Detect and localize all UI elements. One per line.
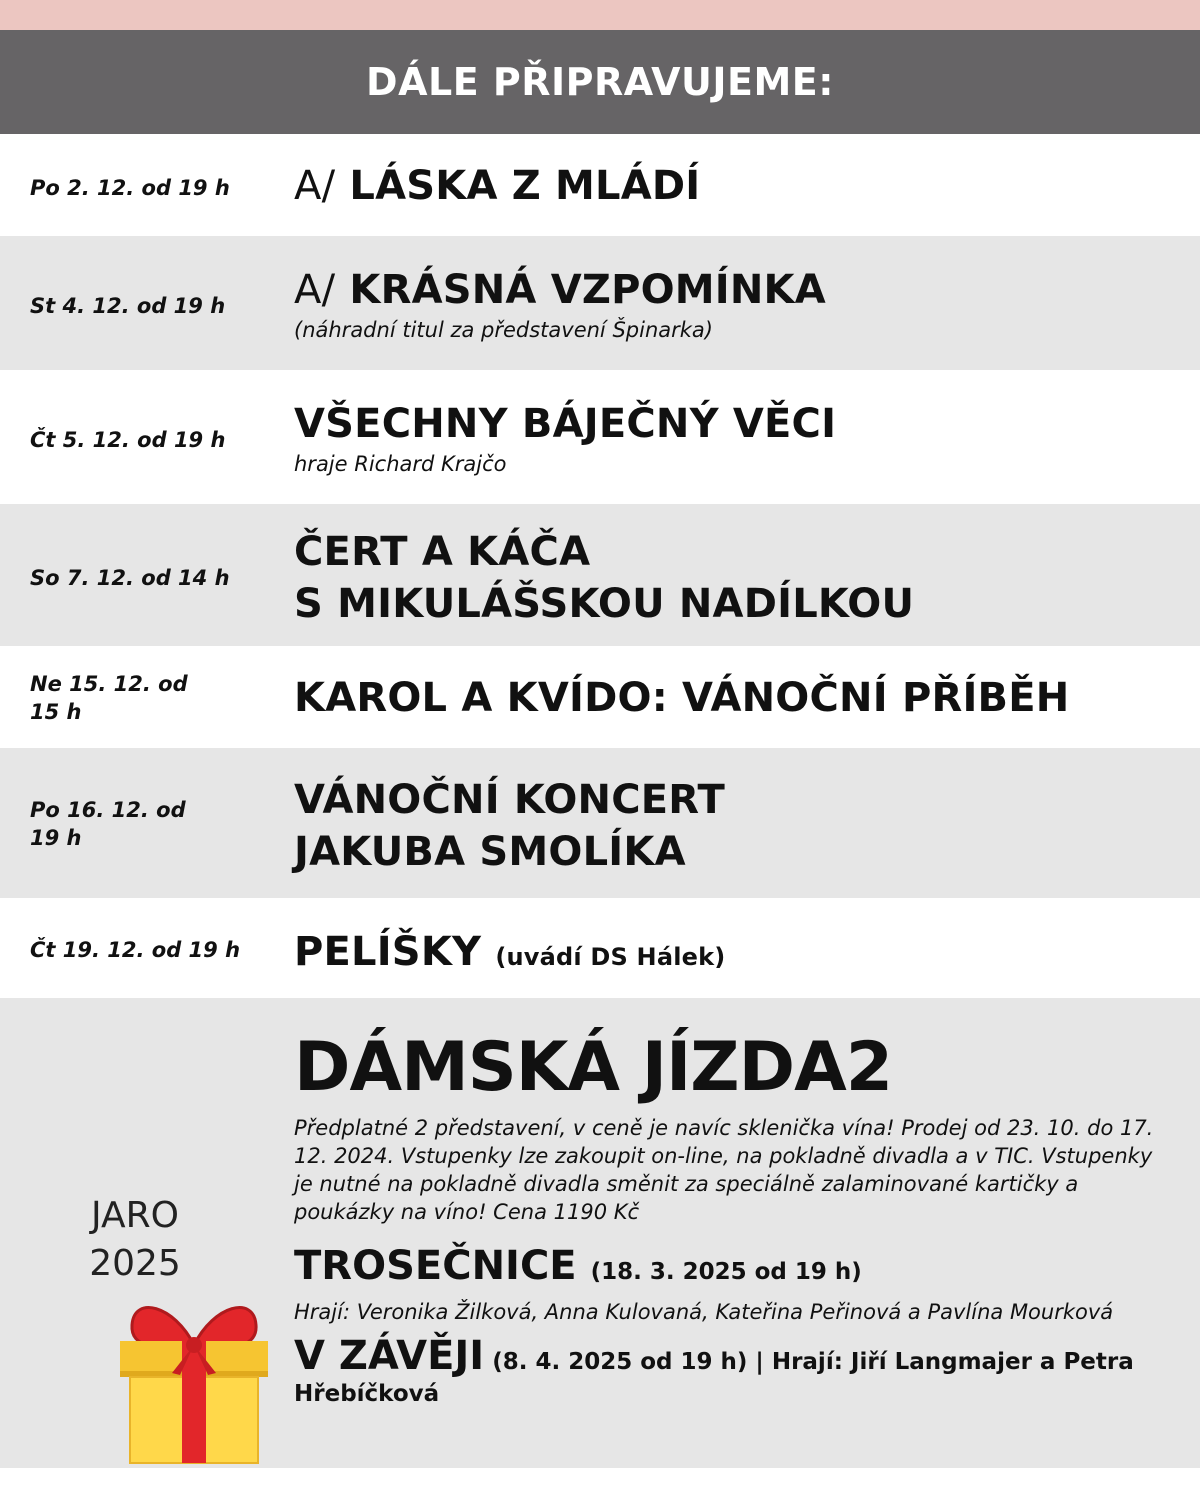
event-date: So 7. 12. od 14 h	[30, 566, 230, 590]
event-title: KAROL A KVÍDO: VÁNOČNÍ PŘÍBĚH	[294, 675, 1070, 721]
event-subtitle: hraje Richard Krajčo	[294, 452, 507, 476]
event-row	[0, 134, 1200, 236]
spring-description: Předplatné 2 představení, v ceně je navíc sklenička vína! Prodej od 23. 10. do 17. 12. 2024. Vstupenky lze zakoupit on-line, na pokladně divadla a v TIC. Vstupenky je nutné na pokladně divadla směnit za speciálně zalaminované kartičky a poukázky na víno! Cena 1190 Kč	[294, 1116, 1154, 1224]
event-row	[0, 504, 1200, 646]
event-date: Čt 19. 12. od 19 h	[30, 938, 241, 962]
event-title	[294, 926, 1174, 983]
show-title	[294, 1242, 1174, 1296]
event-subtitle: (náhradní titul za představení Špinarka)	[294, 318, 713, 342]
page-header	[0, 30, 1200, 134]
page-title: DÁLE PŘIPRAVUJEME:	[366, 60, 834, 104]
event-date-line-2: 15 h	[30, 700, 82, 724]
event-title	[294, 160, 1174, 212]
event-content	[294, 160, 1174, 212]
event-date-line-1: Ne 15. 12. od	[30, 672, 188, 696]
event-row	[0, 646, 1200, 748]
event-date-line-1: Po 16. 12. od	[30, 798, 186, 822]
event-title-line-1: VÁNOČNÍ KONCERT	[294, 777, 725, 823]
gift-box-icon	[114, 1295, 274, 1465]
spring-label-line-2: 2025	[89, 1243, 181, 1284]
event-content	[294, 264, 1174, 344]
show-note: (8. 4. 2025 od 19 h) | Hrají: Jiří Langmajer a Petra Hřebíčková	[294, 1349, 1134, 1407]
event-date	[30, 796, 260, 852]
event-title-text: KRÁSNÁ VZPOMÍNKA	[349, 267, 826, 313]
event-title: VŠECHNY BÁJEČNÝ VĚCI	[294, 401, 837, 447]
event-content	[294, 774, 1174, 878]
event-title-line-1: ČERT A KÁČA	[294, 529, 591, 575]
event-prefix: A/	[294, 267, 336, 313]
event-row	[0, 748, 1200, 898]
event-title-line-2: S MIKULÁŠSKOU NADÍLKOU	[294, 581, 915, 627]
show-cast: Hrají: Veronika Žilková, Anna Kulovaná, Kateřina Peřinová a Pavlína Mourková	[294, 1300, 1114, 1324]
event-content	[294, 926, 1174, 983]
event-content	[294, 398, 1174, 478]
event-content	[294, 526, 1174, 630]
show-title-text: TROSEČNICE	[294, 1243, 577, 1289]
event-date	[30, 670, 260, 726]
event-note: (uvádí DS Hálek)	[495, 943, 726, 971]
show-date-note: (18. 3. 2025 od 19 h)	[590, 1259, 862, 1285]
top-accent-band	[0, 0, 1200, 30]
event-date: St 4. 12. od 19 h	[30, 294, 226, 318]
event-row	[0, 898, 1200, 998]
event-prefix: A/	[294, 163, 336, 209]
show-title-text: V ZÁVĚJI	[294, 1333, 485, 1379]
event-date: Po 2. 12. od 19 h	[30, 176, 230, 200]
show-title	[294, 1333, 1174, 1410]
event-date: Čt 5. 12. od 19 h	[30, 428, 226, 452]
event-row	[0, 236, 1200, 370]
spring-content	[294, 1030, 1174, 1410]
spring-label-line-1: JARO	[91, 1195, 179, 1236]
event-date-line-2: 19 h	[30, 826, 82, 850]
event-title	[294, 264, 1174, 316]
event-row	[0, 370, 1200, 504]
event-title-text: LÁSKA Z MLÁDÍ	[349, 163, 701, 209]
spring-label	[40, 1192, 230, 1288]
spring-title: DÁMSKÁ JÍZDA2	[294, 1028, 893, 1107]
event-content	[294, 672, 1174, 724]
event-title-text: PELÍŠKY	[294, 929, 482, 975]
event-title-line-2: JAKUBA SMOLÍKA	[294, 829, 686, 875]
